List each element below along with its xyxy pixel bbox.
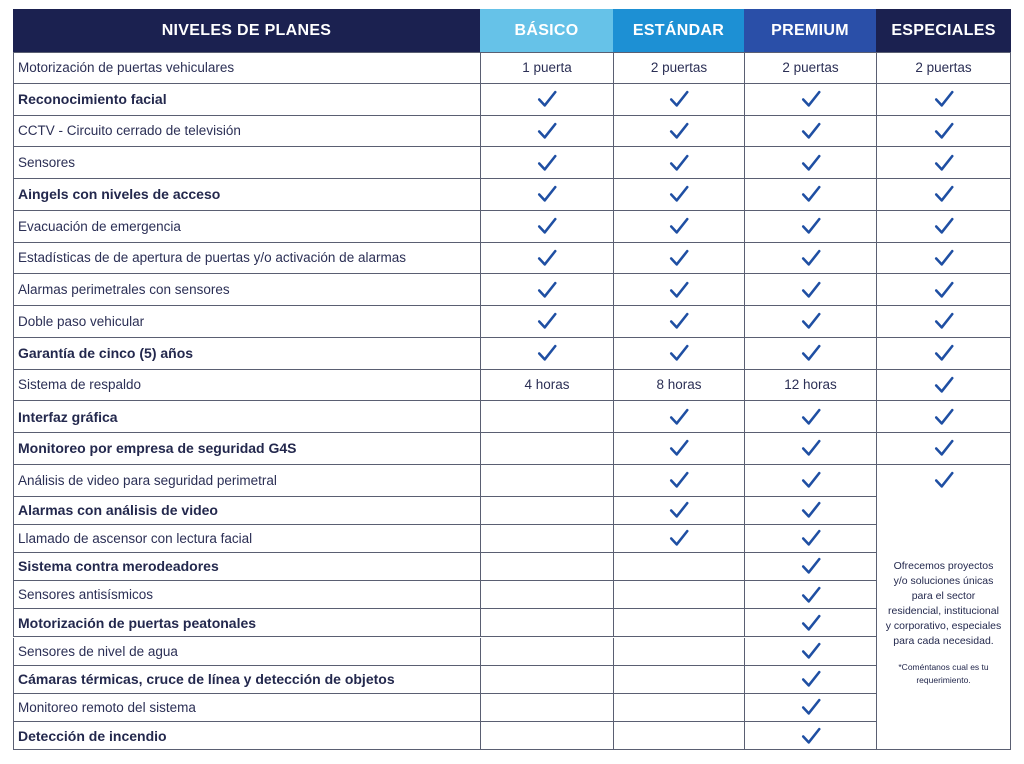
check-icon [668, 152, 690, 174]
especiales-info-line: y corporativo, especiales [885, 619, 1002, 632]
plan-cell-basico [480, 211, 613, 243]
especiales-note-line: requerimiento. [916, 674, 971, 685]
plan-cell-estandar [613, 722, 744, 750]
plan-cell-especiales [876, 179, 1011, 211]
table-row [13, 52, 1011, 84]
check-icon [668, 183, 690, 205]
check-icon [668, 247, 690, 269]
plan-cell-basico [480, 638, 613, 666]
check-icon [800, 668, 822, 690]
plan-cell-estandar [613, 243, 744, 275]
plan-cell-estandar [613, 116, 744, 148]
check-icon [800, 584, 822, 606]
plan-cell-premium [744, 211, 876, 243]
check-icon [800, 499, 822, 521]
check-icon [536, 120, 558, 142]
plan-cell-estandar [613, 274, 744, 306]
plan-cell-premium [744, 274, 876, 306]
plan-cell-premium [744, 338, 876, 370]
table-row [13, 370, 1011, 402]
plan-cell-basico [480, 465, 613, 497]
check-icon [933, 374, 955, 396]
plan-cell-premium [744, 179, 876, 211]
plan-cell-especiales [876, 401, 1011, 433]
table-row [13, 274, 1011, 306]
feature-label: Detección de incendio [13, 722, 480, 750]
feature-label: Motorización de puertas peatonales [13, 609, 480, 637]
plan-cell-especiales [876, 243, 1011, 275]
table-row [13, 638, 1011, 666]
plan-cell-especiales [876, 465, 1011, 497]
check-icon [933, 279, 955, 301]
especiales-info-box [876, 496, 1011, 750]
plan-cell-estandar [613, 401, 744, 433]
check-icon [933, 247, 955, 269]
table-row [13, 338, 1011, 370]
table-row [13, 116, 1011, 148]
table-row [13, 694, 1011, 722]
check-icon [536, 342, 558, 364]
feature-label: Monitoreo por empresa de seguridad G4S [13, 433, 480, 465]
check-icon [668, 310, 690, 332]
plan-value: 1 puerta [522, 59, 572, 75]
plan-cell-basico [480, 433, 613, 465]
feature-label: Garantía de cinco (5) años [13, 338, 480, 370]
check-icon [800, 640, 822, 662]
check-icon [933, 310, 955, 332]
table-row [13, 525, 1011, 553]
feature-label: Motorización de puertas vehiculares [13, 52, 480, 84]
header-plan-estandar: ESTÁNDAR [613, 9, 744, 52]
plan-cell-especiales [876, 52, 1011, 84]
header-title: NIVELES DE PLANES [13, 9, 480, 52]
check-icon [536, 310, 558, 332]
plan-cell-premium [744, 147, 876, 179]
header-plan-premium: PREMIUM [744, 9, 876, 52]
plan-cell-basico [480, 306, 613, 338]
plan-cell-especiales [876, 211, 1011, 243]
table-row [13, 211, 1011, 243]
plan-cell-premium [744, 525, 876, 553]
plan-cell-estandar [613, 465, 744, 497]
check-icon [933, 120, 955, 142]
feature-label: Estadísticas de de apertura de puertas y/o activación de alarmas [13, 243, 480, 275]
check-icon [933, 437, 955, 459]
plan-cell-basico [480, 581, 613, 609]
plan-value: 12 horas [784, 377, 837, 393]
table-row [13, 609, 1011, 637]
check-icon [668, 527, 690, 549]
plan-cell-premium [744, 116, 876, 148]
plan-cell-estandar [613, 694, 744, 722]
plan-value: 2 puertas [915, 59, 972, 75]
especiales-info-line: y/o soluciones únicas [893, 574, 994, 587]
plan-cell-basico [480, 370, 613, 402]
plan-cell-especiales [876, 84, 1011, 116]
check-icon [933, 469, 955, 491]
table-row [13, 722, 1011, 750]
check-icon [933, 406, 955, 428]
plan-cell-estandar [613, 553, 744, 581]
especiales-info-line: para el sector [911, 589, 976, 602]
plan-cell-estandar [613, 433, 744, 465]
especiales-note-line: *Coméntanos cual es tu [898, 661, 989, 672]
plan-cell-basico [480, 401, 613, 433]
check-icon [668, 437, 690, 459]
plan-cell-basico [480, 525, 613, 553]
table-row [13, 666, 1011, 694]
plan-cell-basico [480, 52, 613, 84]
plan-cell-premium [744, 694, 876, 722]
plan-cell-premium [744, 52, 876, 84]
check-icon [800, 247, 822, 269]
check-icon [668, 215, 690, 237]
check-icon [668, 279, 690, 301]
plan-cell-basico [480, 147, 613, 179]
plan-cell-estandar [613, 306, 744, 338]
check-icon [933, 215, 955, 237]
check-icon [668, 406, 690, 428]
plan-cell-especiales [876, 370, 1011, 402]
plan-cell-estandar [613, 609, 744, 637]
plan-cell-premium [744, 722, 876, 750]
plan-cell-estandar [613, 211, 744, 243]
plan-cell-estandar [613, 370, 744, 402]
check-icon [800, 527, 822, 549]
plan-cell-basico [480, 722, 613, 750]
plan-cell-estandar [613, 338, 744, 370]
check-icon [800, 469, 822, 491]
check-icon [536, 215, 558, 237]
especiales-info-line: para cada necesidad. [893, 634, 994, 647]
plan-cell-estandar [613, 147, 744, 179]
check-icon [800, 152, 822, 174]
plan-cell-especiales [876, 147, 1011, 179]
plan-cell-premium [744, 553, 876, 581]
table-row [13, 433, 1011, 465]
plan-cell-basico [480, 338, 613, 370]
plan-cell-premium [744, 666, 876, 694]
plan-value: 4 horas [524, 377, 570, 393]
check-icon [668, 342, 690, 364]
check-icon [668, 499, 690, 521]
plan-cell-premium [744, 243, 876, 275]
plan-cell-premium [744, 306, 876, 338]
plan-cell-premium [744, 465, 876, 497]
plan-cell-premium [744, 581, 876, 609]
table-row [13, 147, 1011, 179]
feature-label: Sensores de nivel de agua [13, 638, 480, 666]
plan-cell-basico [480, 553, 613, 581]
plan-cell-basico [480, 116, 613, 148]
check-icon [800, 183, 822, 205]
check-icon [536, 152, 558, 174]
check-icon [536, 279, 558, 301]
plan-cell-premium [744, 433, 876, 465]
plan-value: 2 puertas [782, 59, 839, 75]
check-icon [800, 279, 822, 301]
check-icon [800, 555, 822, 577]
check-icon [800, 406, 822, 428]
plan-cell-especiales [876, 274, 1011, 306]
feature-label: Aingels con niveles de acceso [13, 179, 480, 211]
plan-cell-basico [480, 666, 613, 694]
table-row [13, 581, 1011, 609]
plan-cell-premium [744, 401, 876, 433]
plan-cell-premium [744, 370, 876, 402]
feature-label: Alarmas perimetrales con sensores [13, 274, 480, 306]
plan-cell-estandar [613, 497, 744, 525]
plan-cell-especiales [876, 433, 1011, 465]
feature-label: Llamado de ascensor con lectura facial [13, 525, 480, 553]
plan-cell-premium [744, 638, 876, 666]
check-icon [933, 88, 955, 110]
check-icon [800, 725, 822, 747]
plan-cell-estandar [613, 84, 744, 116]
plan-cell-estandar [613, 179, 744, 211]
especiales-info-line: residencial, institucional [888, 604, 999, 617]
feature-label: Reconocimiento facial [13, 84, 480, 116]
plan-cell-estandar [613, 581, 744, 609]
check-icon [536, 183, 558, 205]
check-icon [800, 120, 822, 142]
check-icon [668, 88, 690, 110]
feature-label: Alarmas con análisis de video [13, 497, 480, 525]
plan-cell-basico [480, 243, 613, 275]
table-row [13, 497, 1011, 525]
check-icon [800, 88, 822, 110]
header-plan-especiales: ESPECIALES [876, 9, 1011, 52]
plan-cell-especiales [876, 306, 1011, 338]
plan-cell-basico [480, 274, 613, 306]
feature-label: CCTV - Circuito cerrado de televisión [13, 116, 480, 148]
check-icon [536, 247, 558, 269]
plan-cell-especiales [876, 116, 1011, 148]
feature-label: Evacuación de emergencia [13, 211, 480, 243]
especiales-info-text [884, 559, 1004, 649]
feature-label: Doble paso vehicular [13, 306, 480, 338]
feature-label: Sensores [13, 147, 480, 179]
plan-cell-especiales [876, 338, 1011, 370]
plan-cell-basico [480, 84, 613, 116]
plan-value: 2 puertas [650, 59, 708, 75]
check-icon [800, 696, 822, 718]
plan-cell-basico [480, 497, 613, 525]
plan-cell-estandar [613, 666, 744, 694]
check-icon [933, 342, 955, 364]
check-icon [933, 152, 955, 174]
check-icon [800, 342, 822, 364]
check-icon [800, 310, 822, 332]
especiales-info-note [890, 661, 996, 687]
feature-label: Análisis de video para seguridad perimetral [13, 465, 480, 497]
especiales-info-line: Ofrecemos proyectos [893, 559, 994, 572]
plan-cell-estandar [613, 638, 744, 666]
table-row [13, 179, 1011, 211]
feature-label: Sistema contra merodeadores [13, 553, 480, 581]
plan-cell-basico [480, 609, 613, 637]
table-row [13, 401, 1011, 433]
feature-label: Interfaz gráfica [13, 401, 480, 433]
table-row [13, 84, 1011, 116]
table-row [13, 243, 1011, 275]
check-icon [800, 612, 822, 634]
table-row [13, 306, 1011, 338]
table-row [13, 553, 1011, 581]
plan-cell-estandar [613, 52, 744, 84]
check-icon [800, 437, 822, 459]
feature-label: Sistema de respaldo [13, 370, 480, 402]
plan-cell-premium [744, 84, 876, 116]
plan-cell-basico [480, 694, 613, 722]
feature-label: Monitoreo remoto del sistema [13, 694, 480, 722]
check-icon [800, 215, 822, 237]
check-icon [536, 88, 558, 110]
table-row [13, 465, 1011, 497]
feature-label: Cámaras térmicas, cruce de línea y detección de objetos [13, 666, 480, 694]
plan-cell-basico [480, 179, 613, 211]
header-plan-basico: BÁSICO [480, 9, 613, 52]
check-icon [668, 469, 690, 491]
plan-cell-estandar [613, 525, 744, 553]
check-icon [668, 120, 690, 142]
plan-value: 8 horas [656, 377, 702, 393]
plan-cell-premium [744, 609, 876, 637]
check-icon [933, 183, 955, 205]
plan-cell-premium [744, 497, 876, 525]
feature-label: Sensores antisísmicos [13, 581, 480, 609]
